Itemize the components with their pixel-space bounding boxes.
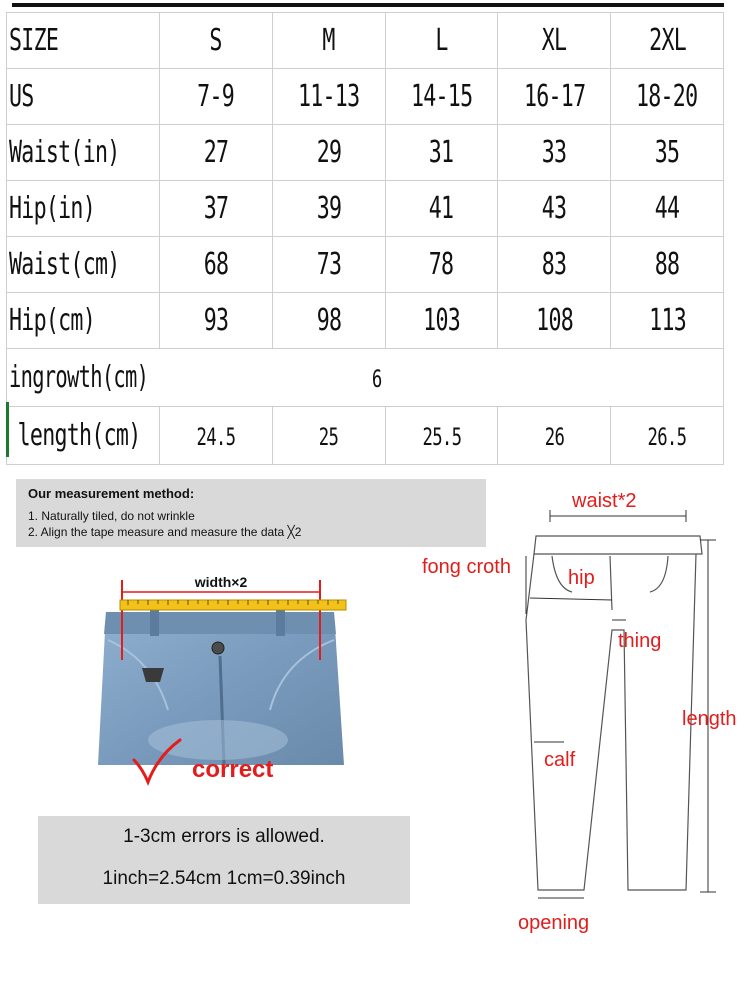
table-cell: 39 — [272, 181, 385, 237]
row-label: length(cm) — [7, 407, 160, 465]
table-cell: 7-9 — [160, 69, 273, 125]
table-cell: 83 — [498, 237, 611, 293]
table-row-waist-in — [7, 125, 724, 181]
correct-label: correct — [192, 756, 274, 783]
table-cell: 14-15 — [385, 69, 498, 125]
belt-loop — [150, 610, 159, 636]
table-cell: 18-20 — [611, 69, 724, 125]
tolerance-text: 1-3cm errors is allowed. — [123, 826, 325, 847]
tape-measure — [120, 600, 346, 610]
label-calf: calf — [544, 749, 576, 771]
diagram-pants-outline — [526, 554, 696, 890]
table-cell: 108 — [498, 293, 611, 349]
header-s: S — [160, 13, 273, 69]
table-cell: 29 — [272, 125, 385, 181]
table-row-length — [7, 407, 724, 465]
label-opening: opening — [518, 912, 590, 934]
header-2xl: 2XL — [611, 13, 724, 69]
tolerance-panel — [38, 816, 410, 904]
method-step-2: 2. Align the tape measure and measure the data ╳2 — [28, 525, 302, 539]
table-cell: 88 — [611, 237, 724, 293]
table-cell: 37 — [160, 181, 273, 237]
diagram-fly — [610, 556, 612, 610]
header-m: M — [272, 13, 385, 69]
table-cell: 78 — [385, 237, 498, 293]
measurement-method-panel — [16, 479, 486, 547]
table-cell: 73 — [272, 237, 385, 293]
table-cell: 16-17 — [498, 69, 611, 125]
ingrowth-value: 6 — [160, 349, 724, 407]
label-hip: hip — [568, 567, 595, 589]
table-accent-edge — [6, 402, 9, 457]
check-mark-icon — [130, 738, 190, 793]
table-cell: 43 — [498, 181, 611, 237]
header-xl: XL — [498, 13, 611, 69]
label-length: length — [682, 708, 737, 730]
label-front-crotch: fong croth — [422, 556, 511, 578]
diagram-pocket — [650, 556, 668, 592]
table-header-row — [7, 13, 724, 69]
header-l: L — [385, 13, 498, 69]
table-cell: 68 — [160, 237, 273, 293]
top-divider — [12, 3, 724, 7]
label-waist: waist*2 — [572, 490, 637, 512]
table-cell: 26 — [498, 407, 611, 465]
row-label: Waist(cm) — [7, 237, 160, 293]
table-cell: 31 — [385, 125, 498, 181]
table-cell: 93 — [160, 293, 273, 349]
method-step-1: 1. Naturally tiled, do not wrinkle — [28, 509, 195, 523]
button — [212, 642, 224, 654]
table-row-waist-cm — [7, 237, 724, 293]
table-cell: 44 — [611, 181, 724, 237]
row-label: Hip(cm) — [7, 293, 160, 349]
table-cell: 41 — [385, 181, 498, 237]
jeans-photo — [98, 560, 348, 765]
table-cell: 35 — [611, 125, 724, 181]
row-label: Hip(in) — [7, 181, 160, 237]
header-size: SIZE — [7, 13, 160, 69]
belt-loop — [276, 610, 285, 636]
row-label: US — [7, 69, 160, 125]
method-title: Our measurement method: — [28, 486, 195, 501]
row-label: Waist(in) — [7, 125, 160, 181]
conversion-text: 1inch=2.54cm 1cm=0.39inch — [102, 868, 346, 889]
table-cell: 25.5 — [385, 407, 498, 465]
table-cell: 25 — [272, 407, 385, 465]
table-cell: 24.5 — [160, 407, 273, 465]
table-cell: 27 — [160, 125, 273, 181]
table-row-us — [7, 69, 724, 125]
width-label: width×2 — [194, 574, 248, 590]
waistband — [104, 612, 336, 634]
table-cell: 11-13 — [272, 69, 385, 125]
table-cell: 113 — [611, 293, 724, 349]
label-thigh: thing — [618, 630, 662, 652]
table-row-hip-cm — [7, 293, 724, 349]
size-chart-table — [6, 12, 724, 465]
hip-measure-line — [530, 598, 612, 600]
table-cell: 33 — [498, 125, 611, 181]
table-row-hip-in — [7, 181, 724, 237]
row-label: ingrowth(cm) — [7, 349, 160, 407]
table-cell: 98 — [272, 293, 385, 349]
diagram-waistband — [534, 536, 702, 554]
table-row-ingrowth — [7, 349, 724, 407]
table-cell: 103 — [385, 293, 498, 349]
table-cell: 26.5 — [611, 407, 724, 465]
